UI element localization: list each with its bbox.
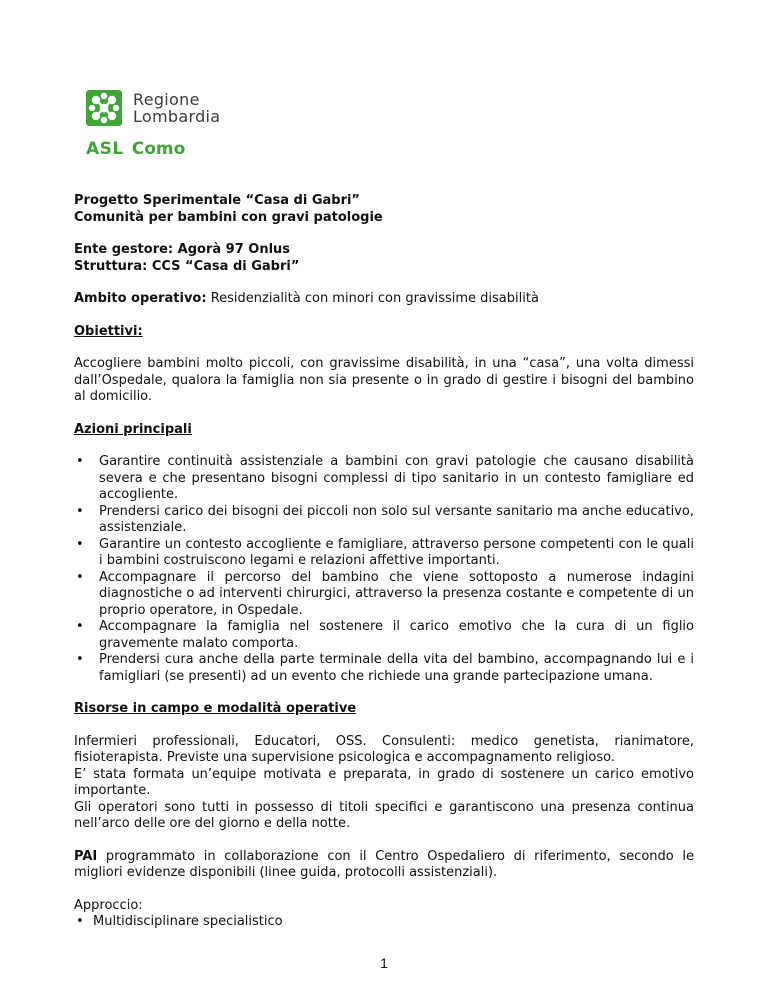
obiettivi-heading: Obiettivi: xyxy=(74,323,143,339)
struttura: Struttura: CCS “Casa di Gabri” xyxy=(74,258,300,274)
list-item: • Garantire un contesto accogliente e famigliare, attraverso persone competenti con le quali i bambini costruiscono legami e relazioni affettive importanti. xyxy=(74,537,694,570)
logo-asl: ASL xyxy=(86,139,124,159)
ambito-operativo xyxy=(74,291,694,308)
pai-paragraph xyxy=(74,849,694,882)
list-item: • Accompagnare la famiglia nel sostenere il carico emotivo che la cura di un figlio gravemente malato comporta. xyxy=(74,619,694,652)
ambito-text: Residenzialità con minori con gravissime disabilità xyxy=(206,291,539,306)
obiettivi-text: Accogliere bambini molto piccoli, con gravissime disabilità, in una “casa”, una volta dimessi dall’Ospedale, qualora la famiglia non sia presente o in grado di gestire i bisogni del bambino al domicilio. xyxy=(74,356,694,404)
list-item: • Garantire continuità assistenziale a bambini con gravi patologie che causano disabilità severa e che presentano bisogni complessi di tipo sanitario in un contesto famigliare ed accogliente. xyxy=(74,454,694,504)
risorse-text xyxy=(74,734,694,833)
risorse-para3: Gli operatori sono tutti in possesso di titoli specifici e garantiscono una presenza continua nell’arco delle ore del giorno e della notte. xyxy=(74,799,694,831)
pai-label: PAI xyxy=(74,848,98,864)
approccio-label: Approccio: xyxy=(74,897,143,913)
project-title xyxy=(74,193,694,226)
ambito-label: Ambito operativo: xyxy=(74,291,207,306)
list-item: • Prendersi cura anche della parte terminale della vita del bambino, accompagnando lui e i famigliari (se presenti) ad un evento che richiede una grande partecipazione umana. xyxy=(74,652,694,685)
list-item: • Prendersi carico dei bisogni dei piccoli non solo sul versante sanitario ma anche educativo, assistenziale. xyxy=(74,504,694,537)
logo-city: Como xyxy=(131,139,186,159)
logo-asl-line xyxy=(86,139,185,159)
risorse-para2: E’ stata formata un’equipe motivata e preparata, in grado di sostenere un carico emotivo importante. xyxy=(74,766,694,798)
page-number: 1 xyxy=(380,955,388,971)
asl-como-logo xyxy=(86,90,246,165)
document-body xyxy=(74,193,694,931)
ente-gestore: Ente gestore: Agorà 97 Onlus xyxy=(74,242,291,257)
azioni-list xyxy=(74,454,694,685)
list-item: • Multidisciplinare specialistico xyxy=(74,914,694,931)
ente-block xyxy=(74,242,694,275)
logo-org-line1: Regione xyxy=(133,90,200,109)
risorse-heading: Risorse in campo e modalità operative xyxy=(74,701,357,716)
pai-text: programmato in collaborazione con il Centro Ospedaliero di riferimento, secondo le migliori evidenze disponibili (linee guida, protocolli assistenziali). xyxy=(74,848,694,880)
approccio-block xyxy=(74,898,694,931)
project-title-line1: Progetto Sperimentale “Casa di Gabri” xyxy=(74,193,360,208)
risorse-para1: Infermieri professionali, Educatori, OSS. Consulenti: medico genetista, rianimatore, fisioterapista. Previste una supervisione psicologica e accompagnamento religioso. xyxy=(74,733,694,765)
logo-org-name xyxy=(133,91,220,125)
azioni-heading: Azioni principali xyxy=(74,421,192,437)
regione-lombardia-rosa-camuna-icon xyxy=(86,90,122,126)
project-title-line2: Comunità per bambini con gravi patologie xyxy=(74,209,383,225)
approccio-list xyxy=(74,914,694,931)
logo-org-line2: Lombardia xyxy=(133,107,221,126)
list-item: • Accompagnare il percorso del bambino che viene sottoposto a numerose indagini diagnostiche o ad interventi chirurgici, attraverso la presenza costante e competente di un proprio operatore, in Ospedale. xyxy=(74,570,694,620)
